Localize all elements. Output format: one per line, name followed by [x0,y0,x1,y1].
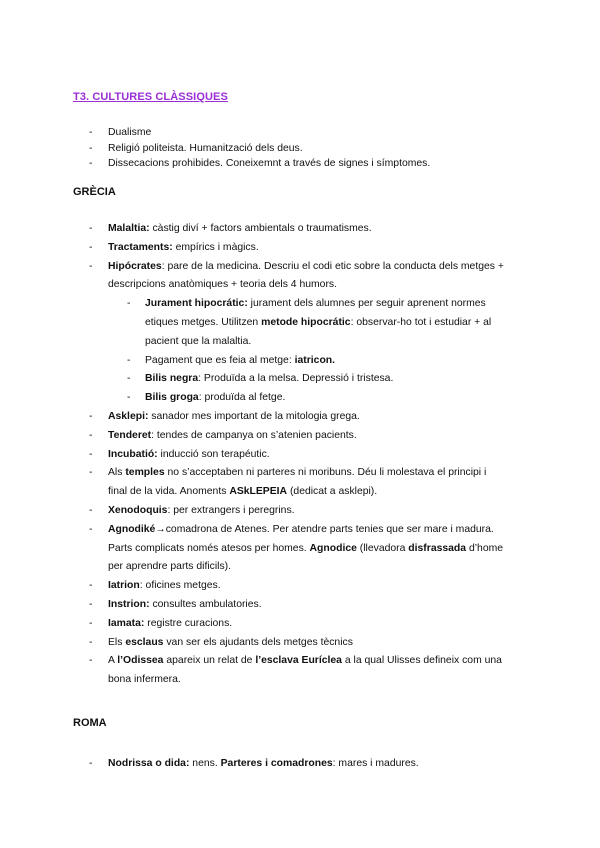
bullet-dash: - [89,127,93,138]
list-item-pagament: - Pagament que es feia al metge: iatricon. [127,354,336,366]
list-item-iamata: - Iamata: registre curacions. [89,617,233,629]
list-item-jurament: - Jurament hipocrátic: jurament dels alumnes per seguir aprenent normes etiques metges. Utilitzen metode hipocrátic: observar-ho tot i estudiar + al pacient que la malaltia. [127,298,492,347]
list-item-iatrion: - Iatrion: oficines metges. [89,580,221,592]
list-item-nodrissa: - Nodrissa o dida: nens. Parteres i comadrones: mares i madures. [89,758,419,769]
list-item-bilis-groga: - Bilis groga: produïda al fetge. [127,392,286,404]
list-item-xenodoquis: - Xenodoquis: per extrangers i peregrins. [89,504,295,516]
list-item-religio: - Religió politeista. Humanització dels deus. [0,141,600,157]
section-heading-grecia: GRÈCIA [73,186,116,198]
list-item-temples: - Als temples no s’acceptaben ni parteres ni moribuns. Déu li molestava el principi i final de la vida. Anoments ASkLEPEIA (dedicat a asklepi). [89,467,487,498]
list-item-bilis-negra: - Bilis negra: Produïda a la melsa. Depressió i tristesa. [127,373,394,385]
list-item-malaltia: - Malaltia: càstig diví + factors ambientals o traumatismes. [89,223,372,234]
intro-list [0,125,600,172]
roma-list [0,755,600,774]
section-heading-roma: ROMA [73,717,107,729]
list-item-hipocrates: - Hipócrates: pare de la medicina. Descriu el codi etic sobre la conducta dels metges + descripcions anatòmiques + teoria dels 4 humors. [89,260,504,291]
list-item-dissecacions: - Dissecacions prohibides. Coneixemnt a través de signes i símptomes. [0,156,600,172]
list-item-instrion: - Instrion: consultes ambulatories. [89,598,262,610]
list-item-agnodike: - Agnodiké→comadrona de Atenes. Per atendre parts tenies que ser mare i madura. Parts complicats només atesos per homes. Agnodice (llevadora disfrassada d’home per aprendre parts dificils). [89,523,504,573]
list-item-asklepi: - Asklepi: sanador mes important de la mitologia grega. [89,410,360,422]
list-item-tractaments: - Tractaments: empírics i màgics. [89,241,259,253]
list-item-esclaus: - Els esclaus van ser els ajudants dels metges tècnics [89,636,353,648]
list-item-dualisme: - Dualisme [0,125,600,141]
bullet-dash: - [89,142,93,154]
list-item-odissea: - A l’Odissea apareix un relat de l’esclava Euríclea a la qual Ulisses defineix com una bona infermera. [89,655,502,686]
list-item-incubatio: - Incubatió: inducció son terapéutic. [89,448,270,460]
grecia-list [0,220,600,690]
bullet-dash: - [89,158,93,169]
list-item-tenderet: - Tenderet: tendes de campanya on s’atenien pacients. [89,429,357,441]
document-title: T3. CULTURES CLÀSSIQUES [73,91,228,103]
